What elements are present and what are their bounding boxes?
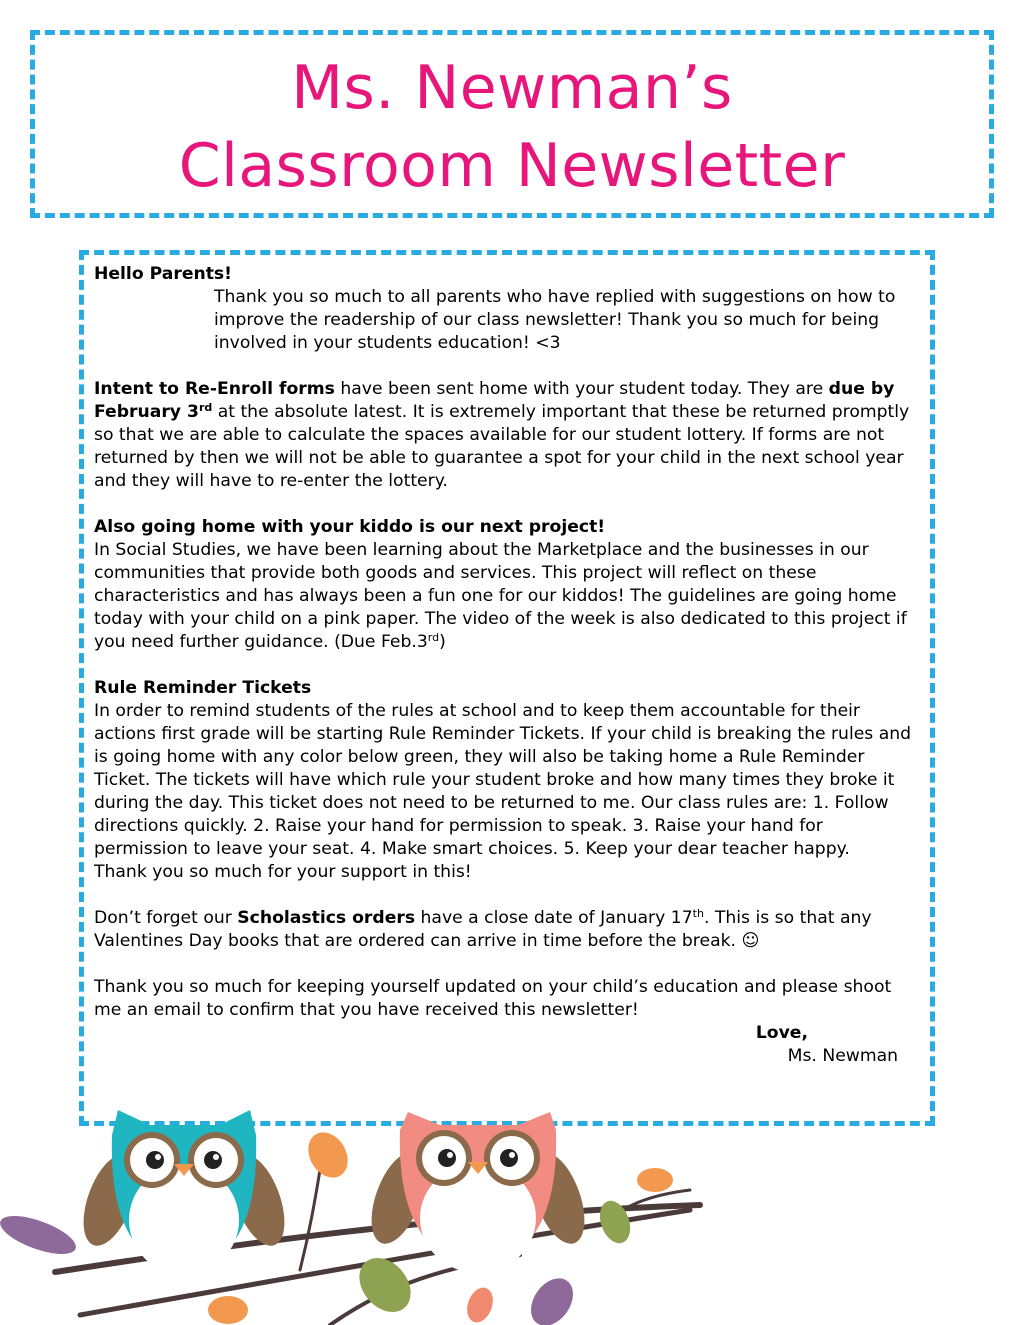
reenroll-lead: Intent to Re-Enroll forms [94, 379, 335, 399]
closing-paragraph: Thank you so much for keeping yourself updated on your child’s education and please shoot me an email to confirm that you have received this newsletter! [94, 977, 892, 1020]
owl-coral-illustration [361, 1112, 595, 1273]
page-title [35, 35, 989, 205]
intro-paragraph: Thank you so much to all parents who have replied with suggestions on how to improve the readership of our class newsletter! Thank you so much for being involved in your students education! <3 [214, 287, 896, 353]
scholastic-paragraph: Don’t forget our Scholastics orders have a close date of January 17th. This is so that any Valentines Day books that are ordered can arrive in time before the break. ☺ [94, 907, 872, 951]
title-frame [30, 30, 994, 218]
title-line-2: Classroom Newsletter [178, 131, 846, 201]
project-paragraph: In Social Studies, we have been learning about the Marketplace and the businesses in our communities that provide both goods and services. This project will reflect on these characteristics and has always been a fun one for our kiddos! The guidelines are going home today with your child on a pink paper. The video of the week is also dedicated to this project if you need further guidance. (Due Feb.3rd) [94, 540, 907, 652]
title-line-1: Ms. Newman’s [291, 53, 733, 123]
reenroll-paragraph: Intent to Re-Enroll forms have been sent home with your student today. They are due by February 3rd at the absolute latest. It is extremely important that these be returned promptly so that we are able to calculate the spaces available for our student lottery. If forms are not returned by then we will not be able to guarantee a spot for your child in the next school year and they will have to re-enter the lottery. [94, 379, 910, 491]
due-date: due by February 3rd [94, 379, 895, 422]
newsletter-body [79, 250, 935, 1126]
project-heading: Also going home with your kiddo is our next project! [94, 517, 606, 537]
signature-name: Ms. Newman [787, 1046, 898, 1066]
greeting: Hello Parents! [94, 264, 233, 284]
owl-teal-illustration [73, 1110, 295, 1275]
rules-heading: Rule Reminder Tickets [94, 678, 312, 698]
signature-love: Love, [755, 1023, 808, 1043]
owls-on-branch-illustration [0, 1100, 1024, 1325]
rules-paragraph: In order to remind students of the rules at school and to keep them accountable for their actions first grade will be starting Rule Reminder Tickets. If your child is breaking the rules and is going home with any color below green, they will also be taking home a Rule Reminder Ticket. The tickets will have which rule your student broke and how many times they broke it during the day. This ticket does not need to be returned to me. Our class rules are: 1. Follow directions quickly. 2. Raise your hand for permission to speak. 3. Raise your hand for permission to leave your seat. 4. Make smart choices. 5. Keep your dear teacher happy. [94, 701, 912, 859]
rules-thanks: Thank you so much for your support in this! [94, 862, 472, 882]
